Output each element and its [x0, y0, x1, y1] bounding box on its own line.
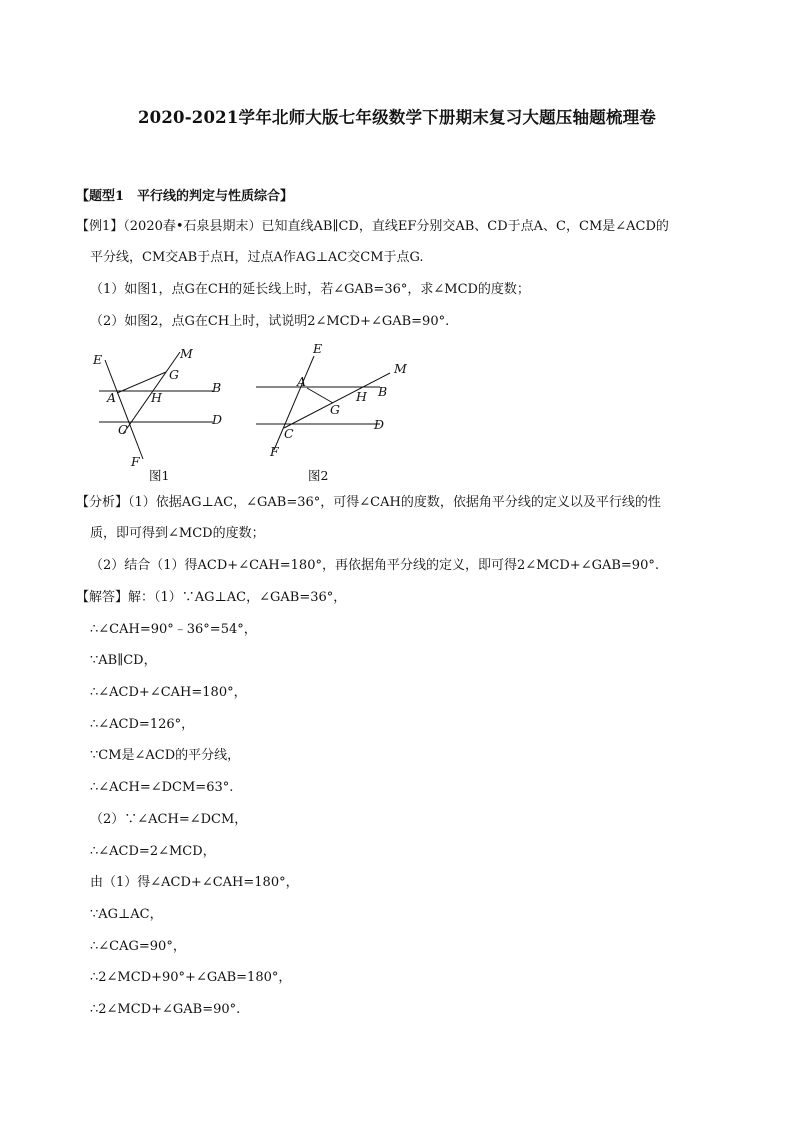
- label-f: F: [270, 444, 279, 459]
- label-g: G: [330, 402, 340, 417]
- solution-line: ∵CM是∠ACD的平分线，: [90, 748, 241, 763]
- label-e: E: [313, 341, 323, 356]
- example-line-1: 【例1】（2020春•石泉县期末）已知直线AB∥CD，直线EF分别交AB、CD于点A、C，CM是∠ACD的: [76, 219, 669, 234]
- question-1: （1）如图1，点G在CH的延长线上时，若∠GAB=36°，求∠MCD的度数；: [90, 282, 530, 297]
- segment-ag: [307, 388, 333, 403]
- label-a: A: [107, 390, 117, 405]
- question-2: （2）如图2，点G在CH上时，试说明2∠MCD+∠GAB=90°.: [90, 314, 450, 329]
- document-title: 2020-2021学年北师大版七年级数学下册期末复习大题压轴题梳理卷: [138, 108, 656, 127]
- line-ef: [274, 356, 314, 450]
- solution-line: ∴∠ACH=∠DCM=63°.: [90, 780, 234, 795]
- solution-line: 由（1）得∠ACD+∠CAH=180°，: [90, 875, 299, 890]
- label-f: F: [131, 454, 140, 469]
- label-c: C: [284, 426, 294, 441]
- solution-line: ∵AB∥CD，: [90, 653, 157, 668]
- solution-line: ∴∠ACD+∠CAH=180°，: [90, 685, 247, 700]
- line-ef: [105, 360, 143, 459]
- solution-line: ∴2∠MCD+∠GAB=90°.: [90, 1002, 241, 1017]
- solution-line: ∴2∠MCD+90°+∠GAB=180°，: [90, 970, 292, 985]
- example-line-2: 平分线，CM交AB于点H，过点A作AG⊥AC交CM于点G.: [90, 250, 424, 265]
- solution-line: ∴∠CAH=90°﹣36°=54°，: [90, 622, 257, 637]
- label-a: A: [297, 374, 307, 389]
- label-d: D: [212, 412, 223, 427]
- label-h: H: [151, 390, 162, 405]
- label-h: H: [356, 389, 367, 404]
- solution-line: ∴∠CAG=90°，: [90, 939, 186, 954]
- label-b: B: [378, 384, 388, 399]
- solution-line: ∴∠ACD=2∠MCD，: [90, 844, 216, 859]
- solution-line: （2）∵∠ACH=∠DCM，: [90, 812, 248, 827]
- figure-1: [85, 340, 250, 490]
- figure-1-caption: 图1: [149, 468, 170, 483]
- label-d: D: [374, 417, 385, 432]
- solution-line: ∵AG⊥AC，: [90, 907, 163, 922]
- analysis-line-2: 质，即可得到∠MCD的度数；: [90, 526, 265, 541]
- label-c: C: [118, 422, 128, 437]
- figure-2-caption: 图2: [308, 468, 329, 483]
- section-heading: 【题型1 平行线的判定与性质综合】: [76, 189, 294, 204]
- label-e: E: [93, 352, 103, 367]
- analysis-line-1: 【分析】（1）依据AG⊥AC，∠GAB=36°，可得∠CAH的度数，依据角平分线的定义以及平行线的性: [76, 495, 661, 510]
- label-b: B: [212, 380, 222, 395]
- solution-line: ∴∠ACD=126°，: [90, 717, 195, 732]
- label-m: M: [394, 361, 407, 376]
- solution-line: 【解答】解：（1）∵AG⊥AC，∠GAB=36°，: [76, 590, 347, 605]
- analysis-line-3: （2）结合（1）得ACD+∠CAH=180°，再依据角平分线的定义，即可得2∠MCD+∠GAB=90°.: [90, 558, 659, 573]
- label-m: M: [180, 346, 193, 361]
- label-g: G: [169, 367, 179, 382]
- figure-2: [250, 340, 425, 490]
